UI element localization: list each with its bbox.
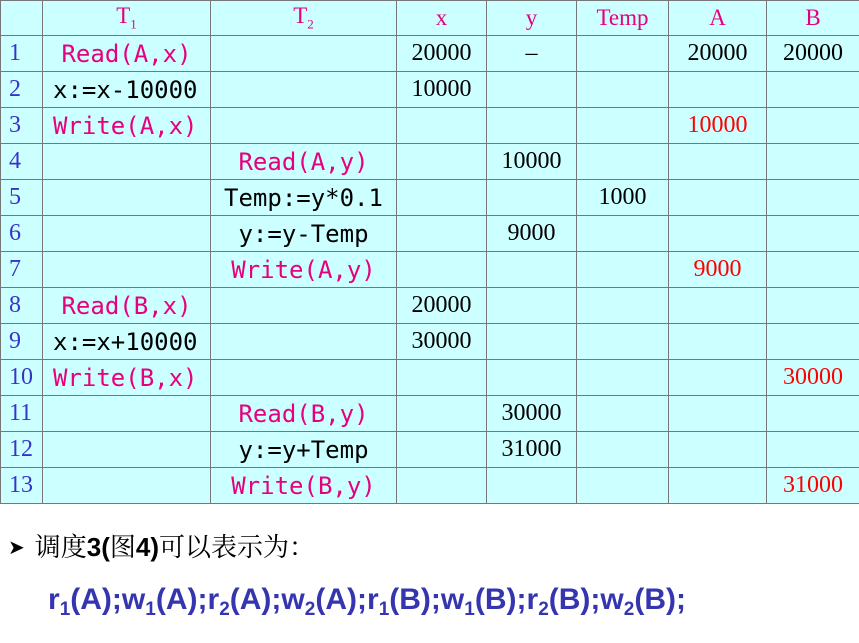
cell-t1 xyxy=(43,180,211,216)
cell-a: 9000 xyxy=(669,252,767,288)
schedule-expression xyxy=(48,583,686,621)
cell-temp xyxy=(577,432,669,468)
cell-b xyxy=(767,72,859,108)
cell-t1: Write(A,x) xyxy=(43,108,211,144)
op-separator: ; xyxy=(676,583,686,616)
cell-t1: Read(B,x) xyxy=(43,288,211,324)
schedule-op xyxy=(121,583,208,620)
cell-y: 9000 xyxy=(487,216,577,252)
header-a: A xyxy=(669,1,767,36)
header-num xyxy=(1,1,43,36)
cell-t2: Read(A,y) xyxy=(211,144,397,180)
header-b: B xyxy=(767,1,859,36)
op-subscript: 2 xyxy=(219,599,230,620)
cell-num: 6 xyxy=(1,216,43,252)
cell-a xyxy=(669,216,767,252)
cell-x xyxy=(397,396,487,432)
cell-num: 8 xyxy=(1,288,43,324)
cell-a xyxy=(669,180,767,216)
op-letter: r xyxy=(48,583,60,616)
op-subscript: 1 xyxy=(59,599,71,620)
cell-t2 xyxy=(211,360,397,396)
cell-b xyxy=(767,432,859,468)
cell-x xyxy=(397,144,487,180)
header-temp: Temp xyxy=(577,1,669,36)
cell-t2: y:=y+Temp xyxy=(211,432,397,468)
cell-b: 30000 xyxy=(767,360,859,396)
cell-a xyxy=(669,432,767,468)
cell-t2 xyxy=(211,72,397,108)
op-item: (B) xyxy=(634,583,676,616)
table-row xyxy=(1,72,859,108)
cell-t1 xyxy=(43,396,211,432)
table-row xyxy=(1,180,859,216)
cell-num: 10 xyxy=(1,360,43,396)
cell-t1: x:=x-10000 xyxy=(43,72,211,108)
cell-y: 30000 xyxy=(487,396,577,432)
cell-num: 9 xyxy=(1,324,43,360)
bullet-line xyxy=(8,527,315,564)
schedule-op xyxy=(281,583,367,620)
bullet-num: 3( xyxy=(86,532,110,562)
cell-t2: Write(A,y) xyxy=(211,252,397,288)
op-letter: w xyxy=(600,583,624,616)
op-separator: ; xyxy=(197,583,208,616)
cell-a: 20000 xyxy=(669,36,767,72)
cell-num: 4 xyxy=(1,144,43,180)
op-item: (A) xyxy=(155,583,198,616)
cell-num: 11 xyxy=(1,396,43,432)
op-letter: w xyxy=(121,583,146,616)
cell-a xyxy=(669,468,767,504)
op-item: (B) xyxy=(548,583,591,616)
table-row xyxy=(1,288,859,324)
cell-a xyxy=(669,396,767,432)
cell-b xyxy=(767,324,859,360)
op-separator: ; xyxy=(357,583,367,616)
op-separator: ; xyxy=(430,583,441,616)
table-row xyxy=(1,468,859,504)
cell-a xyxy=(669,72,767,108)
cell-temp xyxy=(577,324,669,360)
cell-t1 xyxy=(43,468,211,504)
cell-y: 10000 xyxy=(487,144,577,180)
op-subscript: 1 xyxy=(464,599,475,620)
op-letter: r xyxy=(367,583,379,616)
cell-y xyxy=(487,252,577,288)
cell-t1 xyxy=(43,252,211,288)
cell-x xyxy=(397,108,487,144)
op-separator: ; xyxy=(111,583,122,616)
cell-t2 xyxy=(211,36,397,72)
cell-y xyxy=(487,288,577,324)
cell-x xyxy=(397,432,487,468)
op-item: (B) xyxy=(474,583,517,616)
cell-t2 xyxy=(211,108,397,144)
cell-t2: Temp:=y*0.1 xyxy=(211,180,397,216)
op-separator: ; xyxy=(271,583,282,616)
cell-t1: x:=x+10000 xyxy=(43,324,211,360)
table-row xyxy=(1,216,859,252)
cell-t2 xyxy=(211,288,397,324)
schedule-op xyxy=(440,583,527,620)
cell-t1 xyxy=(43,216,211,252)
header-t1 xyxy=(43,1,211,36)
cell-t2: Write(B,y) xyxy=(211,468,397,504)
header-t1-base: T xyxy=(116,3,131,29)
cell-t2: y:=y-Temp xyxy=(211,216,397,252)
op-item: (A) xyxy=(229,583,272,616)
arrow-bullet-icon: ➤ xyxy=(8,535,25,559)
header-row xyxy=(1,1,859,36)
cell-a: 10000 xyxy=(669,108,767,144)
cell-a xyxy=(669,324,767,360)
cell-y xyxy=(487,324,577,360)
op-separator: ; xyxy=(516,583,527,616)
cell-y xyxy=(487,360,577,396)
cell-b xyxy=(767,216,859,252)
cell-y xyxy=(487,108,577,144)
cell-x xyxy=(397,180,487,216)
cell-t2: Read(B,y) xyxy=(211,396,397,432)
cell-b xyxy=(767,288,859,324)
table-row xyxy=(1,144,859,180)
op-subscript: 2 xyxy=(623,599,635,620)
cell-b: 20000 xyxy=(767,36,859,72)
cell-num: 3 xyxy=(1,108,43,144)
cell-t1 xyxy=(43,432,211,468)
schedule-op xyxy=(367,583,441,620)
bullet-prefix: 调度 xyxy=(34,533,87,563)
cell-temp xyxy=(577,360,669,396)
op-item: (A) xyxy=(70,583,112,616)
cell-b xyxy=(767,180,859,216)
cell-y xyxy=(487,180,577,216)
cell-b xyxy=(767,252,859,288)
table-row xyxy=(1,108,859,144)
cell-t1: Write(B,x) xyxy=(43,360,211,396)
cell-t1 xyxy=(43,144,211,180)
header-t1-sub: 1 xyxy=(130,16,137,32)
header-y: y xyxy=(487,1,577,36)
cell-y: 31000 xyxy=(487,432,577,468)
table-row xyxy=(1,396,859,432)
header-t2-base: T xyxy=(293,3,308,29)
bullet-suffix: 可以表示为： xyxy=(159,533,316,563)
cell-temp xyxy=(577,72,669,108)
schedule-op xyxy=(207,583,282,620)
schedule-op xyxy=(600,583,686,620)
op-subscript: 2 xyxy=(304,599,316,620)
cell-temp xyxy=(577,144,669,180)
table-row xyxy=(1,360,859,396)
op-subscript: 2 xyxy=(538,599,549,620)
header-x: x xyxy=(397,1,487,36)
cell-x xyxy=(397,360,487,396)
op-letter: r xyxy=(526,583,539,616)
cell-num: 7 xyxy=(1,252,43,288)
schedule-op xyxy=(526,583,601,620)
cell-b: 31000 xyxy=(767,468,859,504)
op-letter: w xyxy=(281,583,305,616)
cell-t1: Read(A,x) xyxy=(43,36,211,72)
schedule-op xyxy=(48,583,122,620)
cell-num: 2 xyxy=(1,72,43,108)
cell-y xyxy=(487,468,577,504)
cell-a xyxy=(669,360,767,396)
cell-x: 30000 xyxy=(397,324,487,360)
cell-x: 10000 xyxy=(397,72,487,108)
cell-temp xyxy=(577,288,669,324)
cell-x xyxy=(397,216,487,252)
cell-b xyxy=(767,396,859,432)
table-row xyxy=(1,432,859,468)
cell-temp xyxy=(577,468,669,504)
bullet-num2: 4) xyxy=(135,532,160,562)
cell-a xyxy=(669,144,767,180)
cell-b xyxy=(767,144,859,180)
bullet-mid: 图 xyxy=(109,533,136,563)
cell-x: 20000 xyxy=(397,36,487,72)
op-item: (B) xyxy=(389,583,431,616)
cell-temp xyxy=(577,252,669,288)
cell-y xyxy=(487,72,577,108)
cell-num: 12 xyxy=(1,432,43,468)
cell-x xyxy=(397,252,487,288)
table-row xyxy=(1,252,859,288)
op-letter: r xyxy=(207,583,220,616)
cell-a xyxy=(669,288,767,324)
cell-temp: 1000 xyxy=(577,180,669,216)
op-subscript: 1 xyxy=(378,599,390,620)
footer-section xyxy=(0,517,859,643)
header-t2 xyxy=(211,1,397,36)
cell-b xyxy=(767,108,859,144)
cell-temp xyxy=(577,396,669,432)
op-separator: ; xyxy=(590,583,601,616)
cell-num: 5 xyxy=(1,180,43,216)
cell-temp xyxy=(577,216,669,252)
cell-num: 13 xyxy=(1,468,43,504)
cell-temp xyxy=(577,36,669,72)
header-t2-sub: 2 xyxy=(307,16,314,32)
cell-temp xyxy=(577,108,669,144)
op-letter: w xyxy=(440,583,465,616)
cell-x: 20000 xyxy=(397,288,487,324)
op-subscript: 1 xyxy=(145,599,156,620)
cell-x xyxy=(397,468,487,504)
cell-t2 xyxy=(211,324,397,360)
cell-num: 1 xyxy=(1,36,43,72)
op-item: (A) xyxy=(315,583,357,616)
table-row xyxy=(1,324,859,360)
cell-y: – xyxy=(487,36,577,72)
table-row xyxy=(1,36,859,72)
